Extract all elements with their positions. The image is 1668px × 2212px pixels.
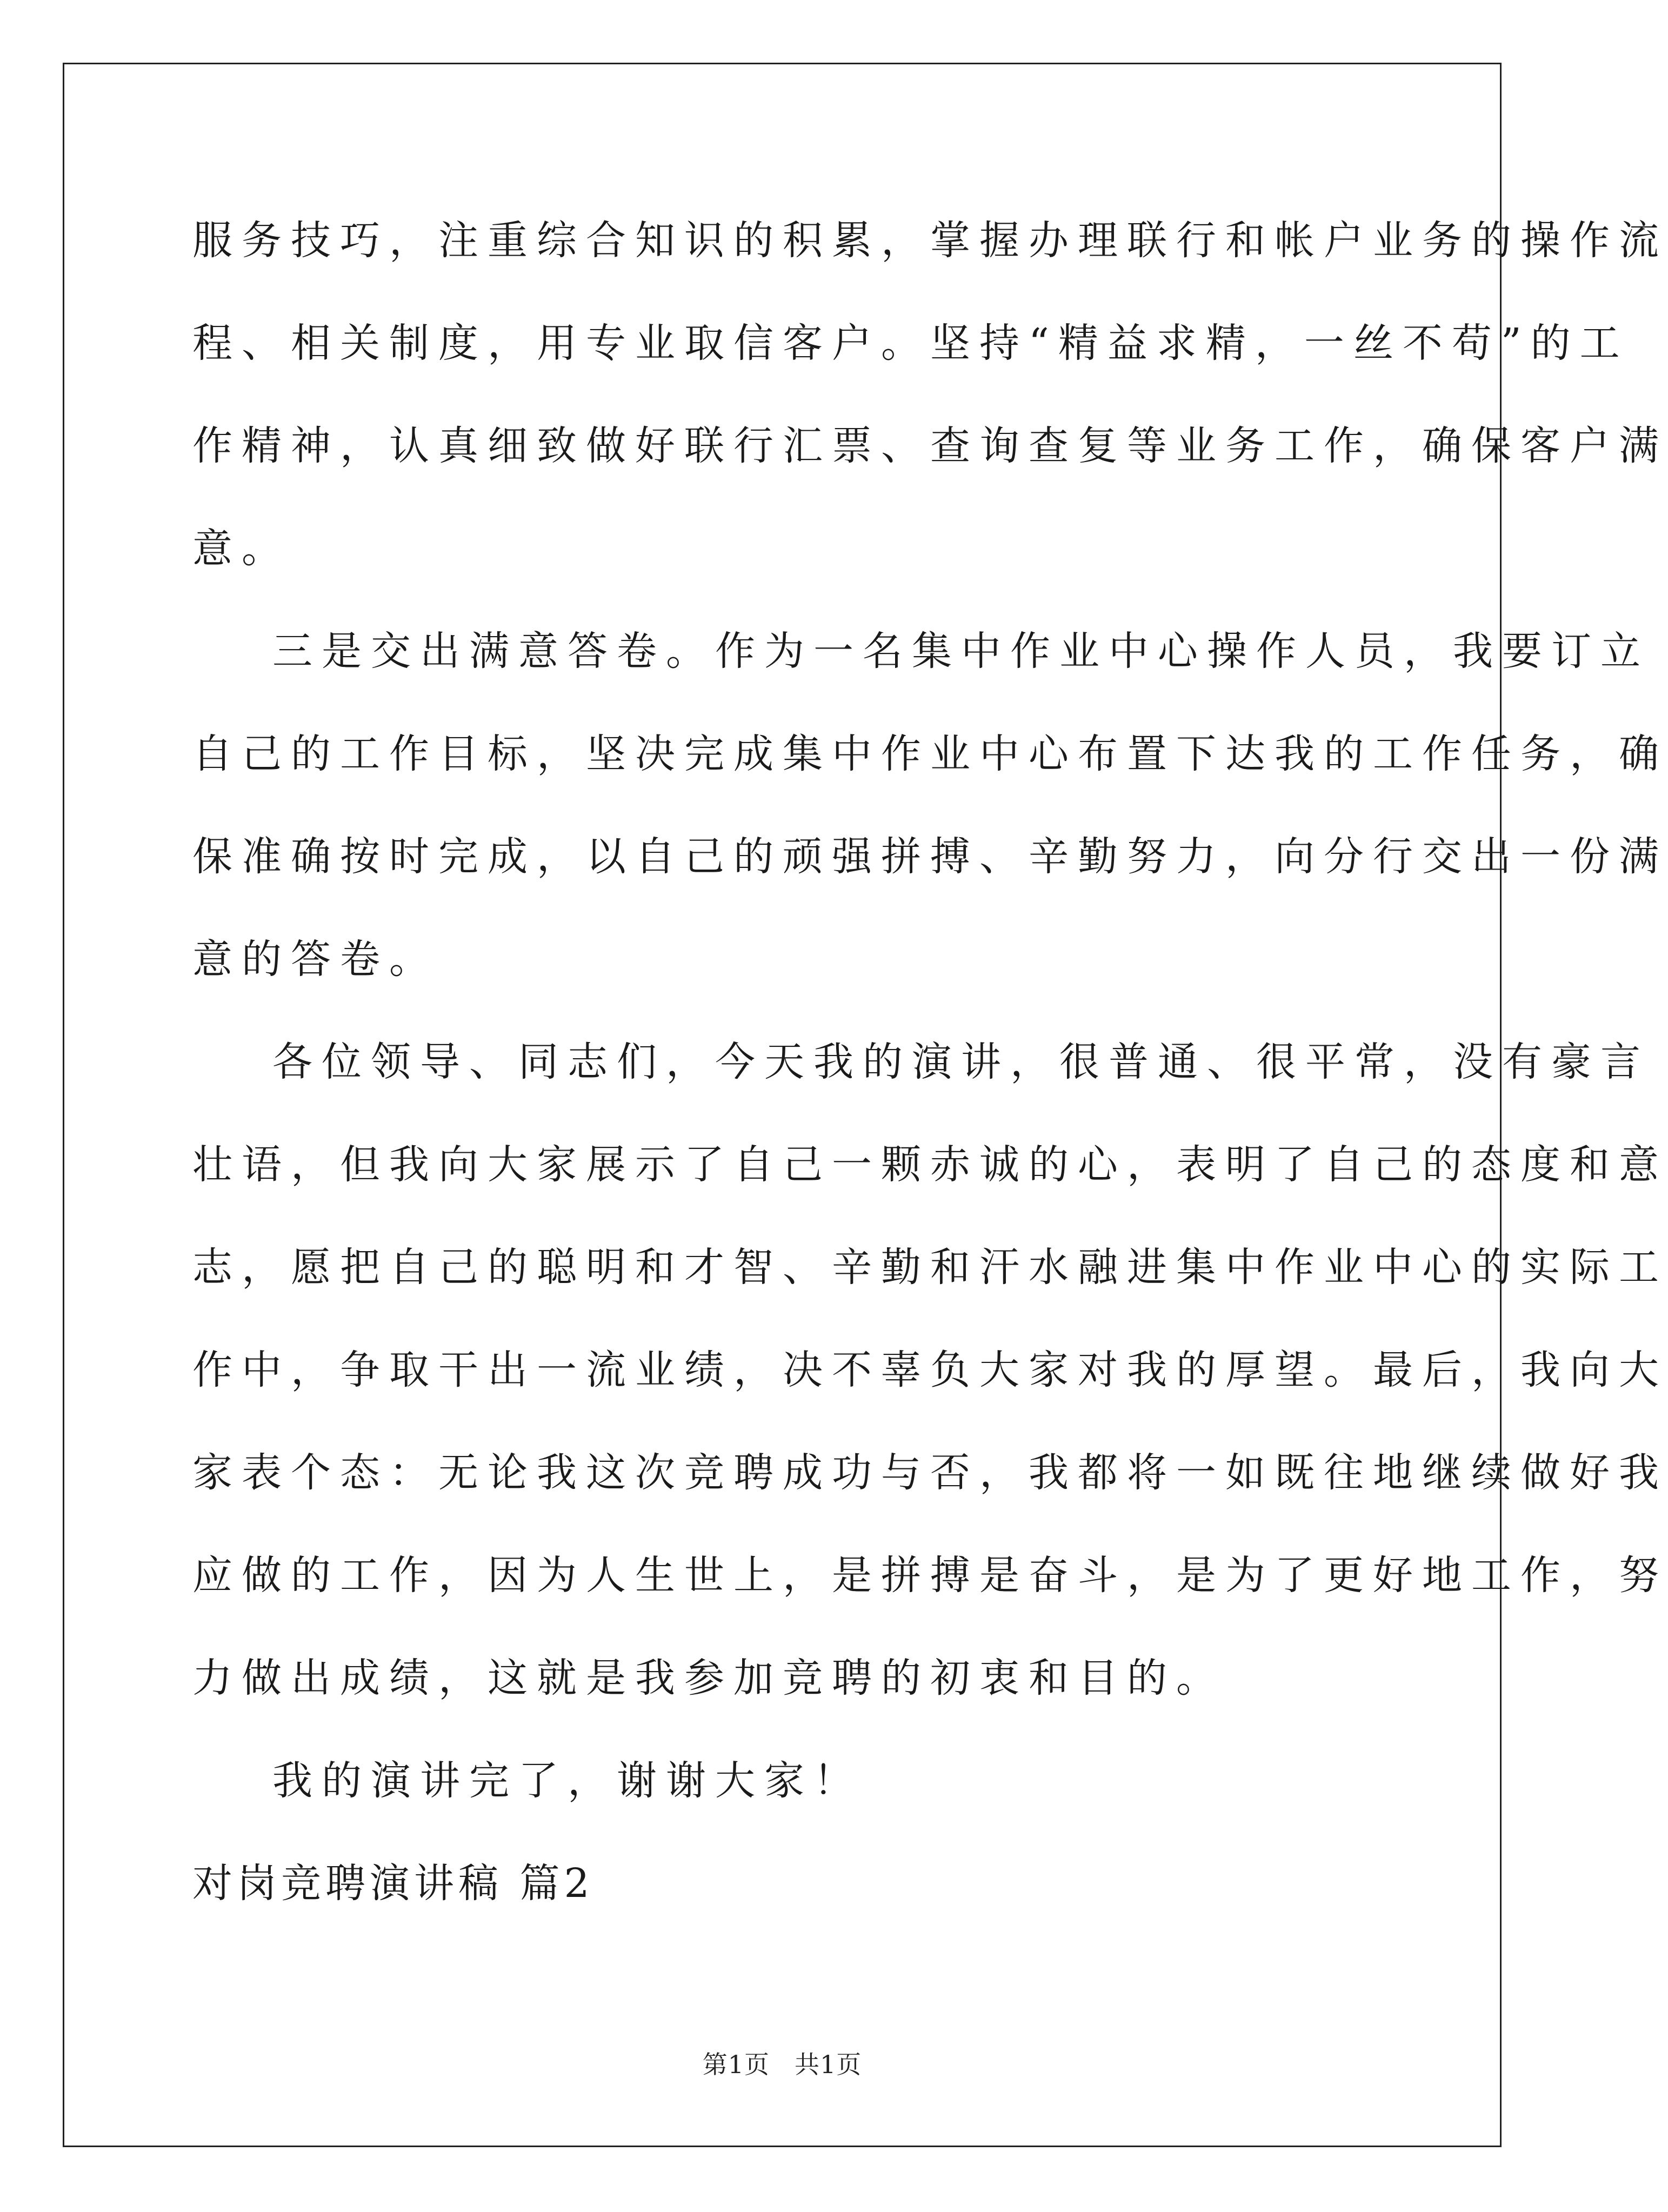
page-footer [0, 2045, 1564, 2081]
page-number: 第1页 [702, 2050, 770, 2079]
document-body [192, 200, 1668, 1946]
text-line: 意的答卷。 [192, 936, 438, 983]
text-line: 保准确按时完成，以自己的顽强拼搏、辛勤努力，向分行交出一份满 [192, 833, 1668, 880]
text-line: 程、相关制度，用专业取信客户。坚持“精益求精，一丝不苟”的工 [192, 320, 1629, 366]
section-heading: 对岗竞聘演讲稿 篇2 [192, 1860, 594, 1907]
text-line: 自己的工作目标，坚决完成集中作业中心布置下达我的工作任务，确 [192, 731, 1668, 777]
text-line: 志，愿把自己的聪明和才智、辛勤和汗水融进集中作业中心的实际工 [192, 1244, 1668, 1291]
text-line: 意。 [192, 525, 291, 572]
page-total: 共1页 [795, 2050, 862, 2079]
paragraph-start-line: 各位领导、同志们，今天我的演讲，很普通、很平常，没有豪言 [272, 1039, 1650, 1085]
text-line: 应做的工作，因为人生世上，是拼搏是奋斗，是为了更好地工作，努 [192, 1552, 1668, 1599]
text-line: 作中，争取干出一流业绩，决不辜负大家对我的厚望。最后，我向大 [192, 1347, 1668, 1393]
text-line: 服务技巧，注重综合知识的积累，掌握办理联行和帐户业务的操作流 [192, 217, 1668, 264]
text-line: 家表个态：无论我这次竞聘成功与否，我都将一如既往地继续做好我 [192, 1449, 1668, 1496]
text-line: 壮语，但我向大家展示了自己一颗赤诚的心，表明了自己的态度和意 [192, 1141, 1668, 1188]
closing-line: 我的演讲完了，谢谢大家！ [272, 1757, 863, 1804]
text-line: 力做出成绩，这就是我参加竞聘的初衷和目的。 [192, 1655, 1225, 1701]
paragraph-start-line: 三是交出满意答卷。作为一名集中作业中心操作人员，我要订立 [272, 628, 1650, 674]
text-line: 作精神，认真细致做好联行汇票、查询查复等业务工作，确保客户满 [192, 423, 1668, 469]
